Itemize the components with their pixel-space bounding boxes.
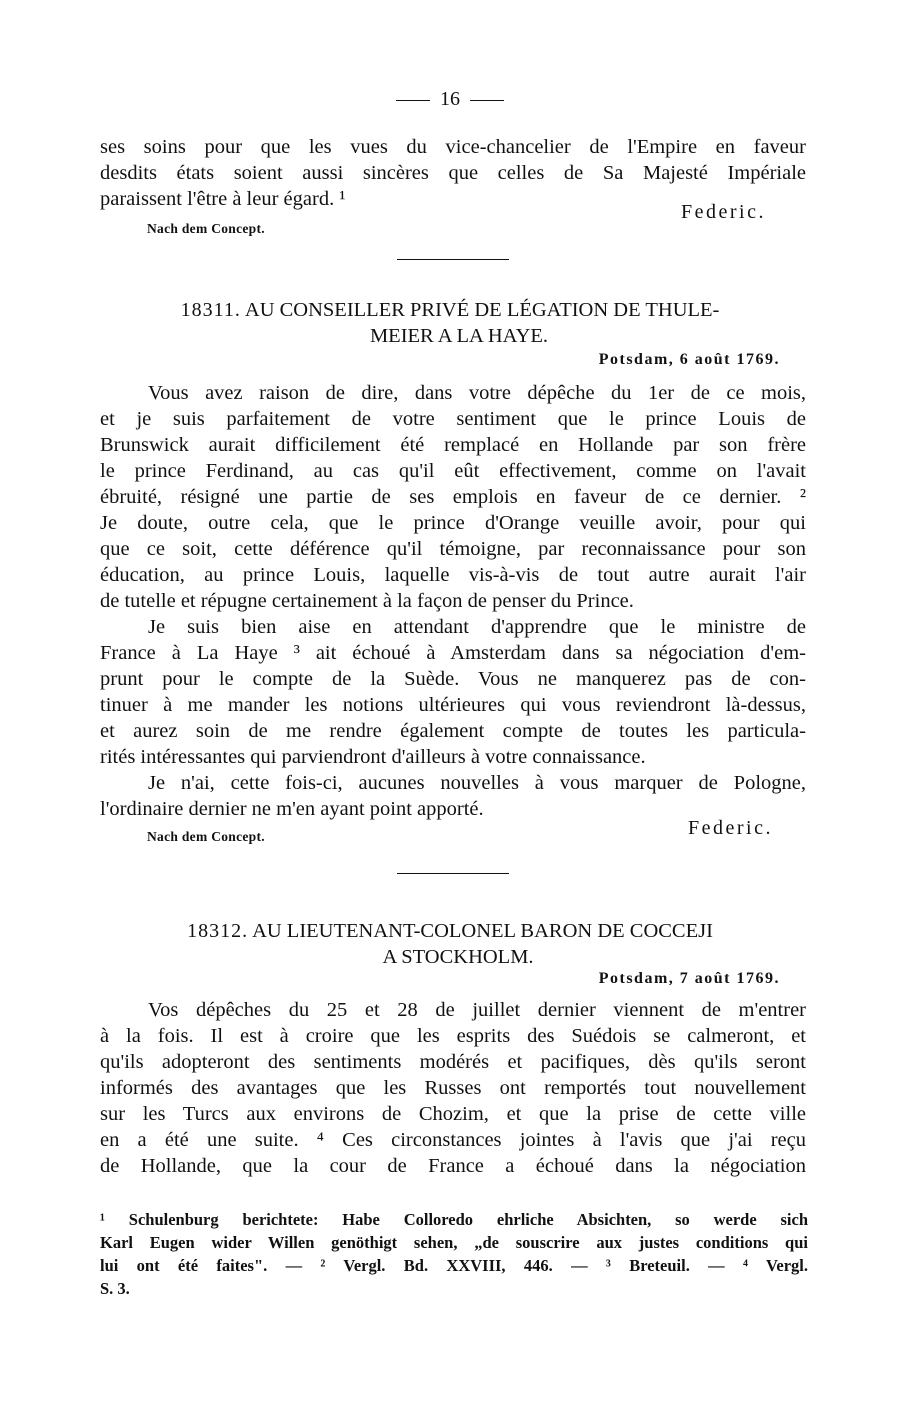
letter-heading-line2: A STOCKHOLM.: [382, 946, 534, 968]
footnote-line: S. 3.: [100, 1279, 130, 1298]
text-line: rités intéressantes qui parviendront d'ailleurs à votre connaissance.: [100, 746, 646, 768]
letter-recipient: AU CONSEILLER PRIVÉ DE LÉGATION DE THULE-: [244, 299, 720, 321]
letter-heading-line2: MEIER A LA HAYE.: [369, 325, 549, 347]
text-line: Brunswick aurait difficilement été remplacé en Hollande par son frère: [100, 434, 806, 456]
text-line: informés des avantages que les Russes ont remportés tout nouvellement: [100, 1077, 806, 1099]
letter-number: 18311.: [180, 299, 241, 321]
text-line: sur les Turcs aux environs de Chozim, et que la prise de cette ville: [100, 1103, 806, 1125]
letter-heading: [0, 297, 900, 323]
footnote-line: ¹ Schulenburg berichtete: Habe Colloredo ehrliche Absichten, so werde sich: [100, 1210, 808, 1229]
dateline: Potsdam, 7 août 1769.: [598, 970, 780, 987]
text-line: France à La Haye ³ ait échoué à Amsterdam dans sa négociation d'em-: [100, 642, 806, 664]
section-divider: [397, 259, 509, 260]
source-note: Nach dem Concept.: [147, 221, 265, 236]
text-line: et aurez soin de me rendre également compte de toutes les particula-: [100, 720, 806, 742]
footnote-line: lui ont été faites". — ² Vergl. Bd. XXVIII, 446. — ³ Breteuil. — ⁴ Vergl.: [100, 1256, 808, 1275]
page-number-dash-left: [396, 100, 430, 101]
text-line: paraissent l'être à leur égard. ¹: [100, 188, 346, 210]
text-line: prunt pour le compte de la Suède. Vous ne manquerez pas de con-: [100, 668, 806, 690]
text-line: Je suis bien aise en attendant d'apprendre que le ministre de: [148, 616, 806, 638]
signature: Federic.: [688, 817, 773, 839]
text-line: Vos dépêches du 25 et 28 de juillet dernier viennent de m'entrer: [148, 999, 806, 1021]
text-line: Je n'ai, cette fois-ci, aucunes nouvelles à vous marquer de Pologne,: [148, 772, 806, 794]
text-line: éducation, au prince Louis, laquelle vis-à-vis de tout autre aurait l'air: [100, 564, 806, 586]
page-number-dash-right: [470, 100, 504, 101]
text-line: ébruité, résigné une partie de ses emplois en faveur de ce dernier. ²: [100, 486, 806, 508]
text-line: tinuer à me mander les notions ultérieures qui vous reviendront là-dessus,: [100, 694, 806, 716]
text-line: en a été une suite. ⁴ Ces circonstances jointes à l'avis que j'ai reçu: [100, 1129, 806, 1151]
page-number: 16: [0, 87, 900, 111]
dateline: Potsdam, 6 août 1769.: [598, 351, 780, 368]
section-divider: [397, 873, 509, 874]
text-line: Je doute, outre cela, que le prince d'Orange veuille avoir, pour qui: [100, 512, 806, 534]
text-line: de Hollande, que la cour de France a échoué dans la négociation: [100, 1155, 806, 1177]
signature: Federic.: [681, 201, 766, 223]
text-line: le prince Ferdinand, au cas qu'il eût effectivement, comme on l'avait: [100, 460, 806, 482]
letter-heading: [0, 918, 900, 944]
text-line: l'ordinaire dernier ne m'en ayant point apporté.: [100, 798, 484, 820]
source-note: Nach dem Concept.: [147, 829, 265, 844]
letter-recipient: AU LIEUTENANT-COLONEL BARON DE COCCEJI: [252, 920, 713, 942]
text-line: que ce soit, cette déférence qu'il témoigne, par reconnaissance pour son: [100, 538, 806, 560]
footnote-line: Karl Eugen wider Willen genöthigt sehen, „de souscrire aux justes conditions qui: [100, 1233, 808, 1252]
text-line: desdits états soient aussi sincères que celles de Sa Majesté Impériale: [100, 162, 806, 184]
text-line: ses soins pour que les vues du vice-chancelier de l'Empire en faveur: [100, 136, 806, 158]
text-line: à la fois. Il est à croire que les esprits des Suédois se calmeront, et: [100, 1025, 806, 1047]
text-line: qu'ils adopteront des sentiments modérés et pacifiques, dès qu'ils seront: [100, 1051, 806, 1073]
text-line: de tutelle et répugne certainement à la façon de penser du Prince.: [100, 590, 634, 612]
letter-number: 18312.: [187, 920, 249, 942]
text-line: Vous avez raison de dire, dans votre dépêche du 1er de ce mois,: [148, 382, 806, 404]
text-line: et je suis parfaitement de votre sentiment que le prince Louis de: [100, 408, 806, 430]
